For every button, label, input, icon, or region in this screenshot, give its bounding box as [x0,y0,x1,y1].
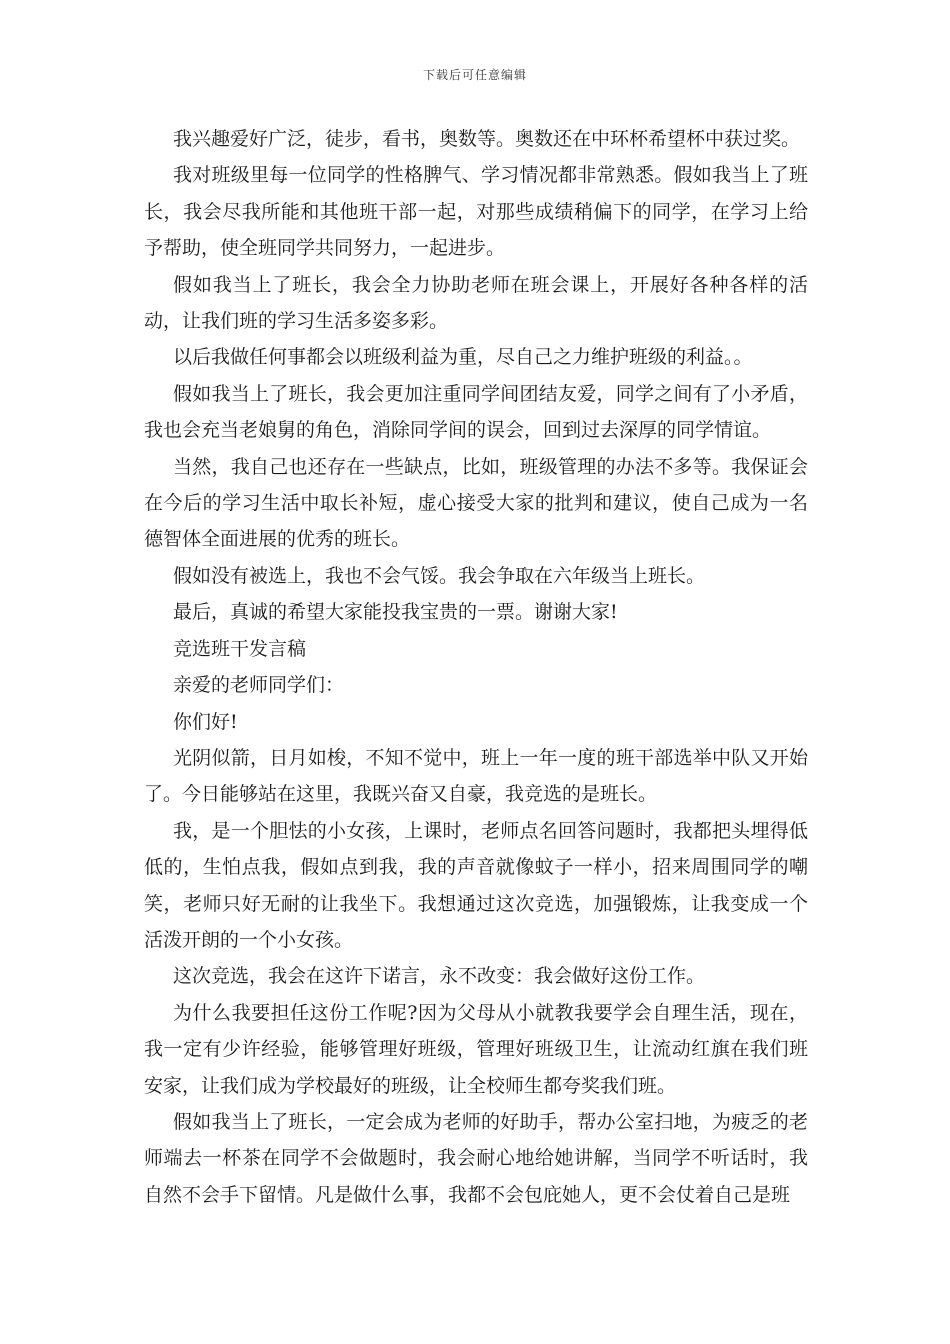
greeting: 你们好! [173,710,238,733]
paragraph-3: 假如我当上了班长，我会全力协助老师在班会课上，开展好各种各样的活动，让我们班的学习生活多姿多彩。 [144,273,808,333]
section-title: 竞选班干发言稿 [173,637,307,660]
salutation: 亲爱的老师同学们： [173,674,345,697]
paragraph-4: 以后我做任何事都会以班级利益为重，尽自己之力维护班级的利益。。 [173,346,753,369]
page-header: 下载后可任意编辑 [422,68,527,82]
document-body [144,121,808,1213]
paragraph-7: 假如没有被选上，我也不会气馁。我会争取在六年级当上班长。 [173,564,706,587]
paragraph-16: 假如我当上了班长，一定会成为老师的好助手，帮办公室扫地，为疲乏的老师端去一杯茶在同学不会做题时，我会耐心地给她讲解，当同学不听话时，我自然不会手下留情。凡是做什么事，我都不会包庇她人，更不会仗着自己是班 [144,1110,808,1206]
paragraph-14: 这次竞选，我会在这许下诺言，永不改变：我会做好这份工作。 [173,965,706,988]
paragraph-6: 当然，我自己也还存在一些缺点，比如，班级管理的办法不多等。我保证会在今后的学习生活中取长补短，虚心接受大家的批判和建议，使自己成为一名德智体全面进展的优秀的班长。 [144,455,808,551]
paragraph-12: 光阴似箭，日月如梭，不知不觉中，班上一年一度的班干部选举中队又开始了。今日能够站在这里，我既兴奋又自豪，我竞选的是班长。 [144,746,808,806]
paragraph-5: 假如我当上了班长，我会更加注重同学间团结友爱，同学之间有了小矛盾，我也会充当老娘舅的角色，消除同学间的误会，回到过去深厚的同学情谊。 [144,382,808,442]
paragraph-2: 我对班级里每一位同学的性格脾气、学习情况都非常熟悉。假如我当上了班长，我会尽我所能和其他班干部一起，对那些成绩稍偏下的同学，在学习上给予帮助，使全班同学共同努力，一起进步。 [144,164,808,260]
paragraph-1: 我兴趣爱好广泛，徒步，看书，奥数等。奥数还在中环杯希望杯中获过奖。 [173,128,801,150]
paragraph-15: 为什么我要担任这份工作呢?因为父母从小就教我要学会自理生活，现在，我一定有少许经验，能够管理好班级，管理好班级卫生，让流动红旗在我们班安家，让我们成为学校最好的班级，让全校师生都夸奖我们班。 [144,1001,808,1097]
paragraph-8: 最后，真诚的希望大家能投我宝贵的一票。谢谢大家! [173,601,618,624]
paragraph-13: 我，是一个胆怯的小女孩，上课时，老师点名回答问题时，我都把头埋得低低的，生怕点我，假如点到我，我的声音就像蚊子一样小，招来周围同学的嘲笑，老师只好无耐的让我坐下。我想通过这次竞选，加强锻炼，让我变成一个活泼开朗的一个小女孩。 [144,819,808,951]
